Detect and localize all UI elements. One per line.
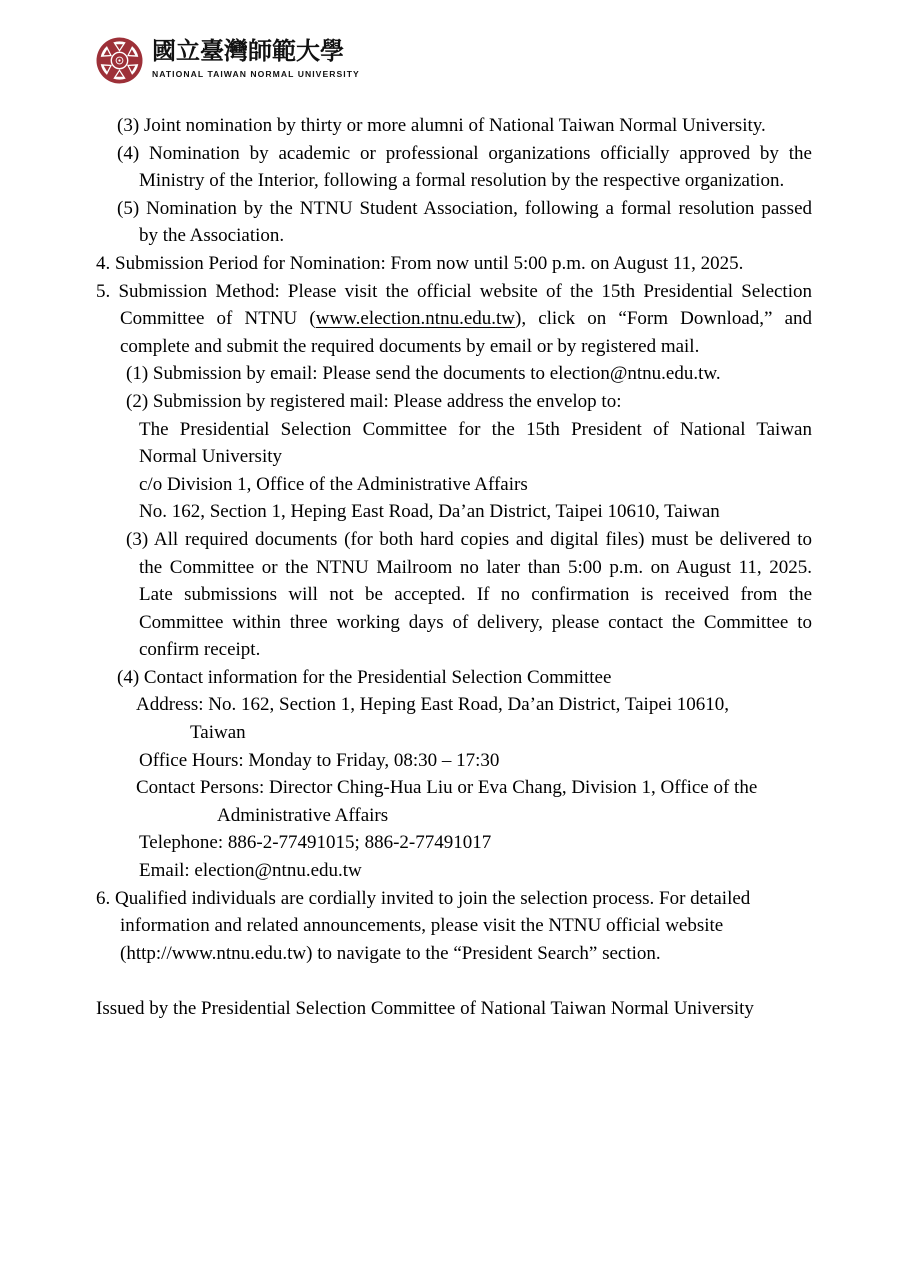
doc-line: confirm receipt. bbox=[139, 639, 261, 661]
doc-line: by the Association. bbox=[139, 225, 285, 247]
doc-line: Taiwan bbox=[190, 722, 246, 744]
doc-line: Ministry of the Interior, following a formal resolution by the respective organization. bbox=[139, 170, 785, 192]
doc-line: (3) Joint nomination by thirty or more alumni of National Taiwan Normal University. bbox=[117, 115, 766, 136]
issuer-line: Issued by the Presidential Selection Committee of National Taiwan Normal University bbox=[96, 998, 754, 1019]
university-name-english: NATIONAL TAIWAN NORMAL UNIVERSITY bbox=[152, 69, 360, 79]
doc-line: complete and submit the required documents by email or by registered mail. bbox=[120, 335, 700, 357]
ntnu-letterhead bbox=[96, 37, 360, 84]
doc-text: ), click on “Form Download,” and bbox=[515, 308, 812, 330]
doc-line: 6. Qualified individuals are cordially invited to join the selection process. For detailed bbox=[96, 887, 751, 909]
doc-line: No. 162, Section 1, Heping East Road, Da’an District, Taipei 10610, Taiwan bbox=[139, 501, 720, 523]
doc-line: (5) Nomination by the NTNU Student Association, following a formal resolution passed bbox=[117, 197, 812, 219]
website-link[interactable]: www.election.ntnu.edu.tw bbox=[315, 308, 516, 330]
doc-line: (http://www.ntnu.edu.tw) to navigate to the “President Search” section. bbox=[120, 942, 661, 964]
doc-line: (4) Contact information for the Presidential Selection Committee bbox=[117, 666, 612, 688]
doc-line: (2) Submission by registered mail: Please address the envelop to: bbox=[126, 390, 622, 412]
doc-line: Office Hours: Monday to Friday, 08:30 – 17:30 bbox=[139, 749, 500, 771]
doc-line: the Committee or the NTNU Mailroom no later than 5:00 p.m. on August 11, 2025. bbox=[139, 556, 812, 578]
doc-line: Telephone: 886-2-77491015; 886-2-77491017 bbox=[139, 832, 492, 854]
doc-line: 4. Submission Period for Nomination: From now until 5:00 p.m. on August 11, 2025. bbox=[96, 252, 744, 274]
doc-line: (3) All required documents (for both hard copies and digital files) must be delivered to bbox=[126, 528, 812, 550]
document-body bbox=[96, 112, 812, 967]
ntnu-seal-icon bbox=[96, 37, 143, 84]
doc-line bbox=[96, 305, 812, 333]
doc-line: c/o Division 1, Office of the Administrative Affairs bbox=[139, 473, 528, 495]
doc-line: 5. Submission Method: Please visit the official website of the 15th Presidential Selection bbox=[96, 280, 812, 302]
doc-line: Contact Persons: Director Ching-Hua Liu or Eva Chang, Division 1, Office of the bbox=[136, 777, 758, 799]
doc-line: Committee within three working days of delivery, please contact the Committee to bbox=[139, 611, 812, 633]
doc-line: Email: election@ntnu.edu.tw bbox=[139, 860, 362, 882]
doc-line: (1) Submission by email: Please send the documents to election@ntnu.edu.tw. bbox=[126, 363, 721, 385]
doc-line: Administrative Affairs bbox=[217, 804, 389, 826]
university-name-chinese: 國立臺灣師範大學 bbox=[152, 39, 344, 65]
doc-line: Late submissions will not be accepted. If no confirmation is received from the bbox=[139, 584, 812, 606]
doc-text: Committee of NTNU ( bbox=[120, 308, 316, 330]
doc-line: (4) Nomination by academic or professional organizations officially approved by the bbox=[117, 142, 812, 164]
doc-line: information and related announcements, please visit the NTNU official website bbox=[120, 915, 724, 937]
doc-line: Address: No. 162, Section 1, Heping East Road, Da’an District, Taipei 10610, bbox=[136, 694, 730, 716]
doc-line: The Presidential Selection Committee for the 15th President of National Taiwan bbox=[139, 418, 812, 440]
doc-line: Normal University bbox=[139, 446, 283, 468]
